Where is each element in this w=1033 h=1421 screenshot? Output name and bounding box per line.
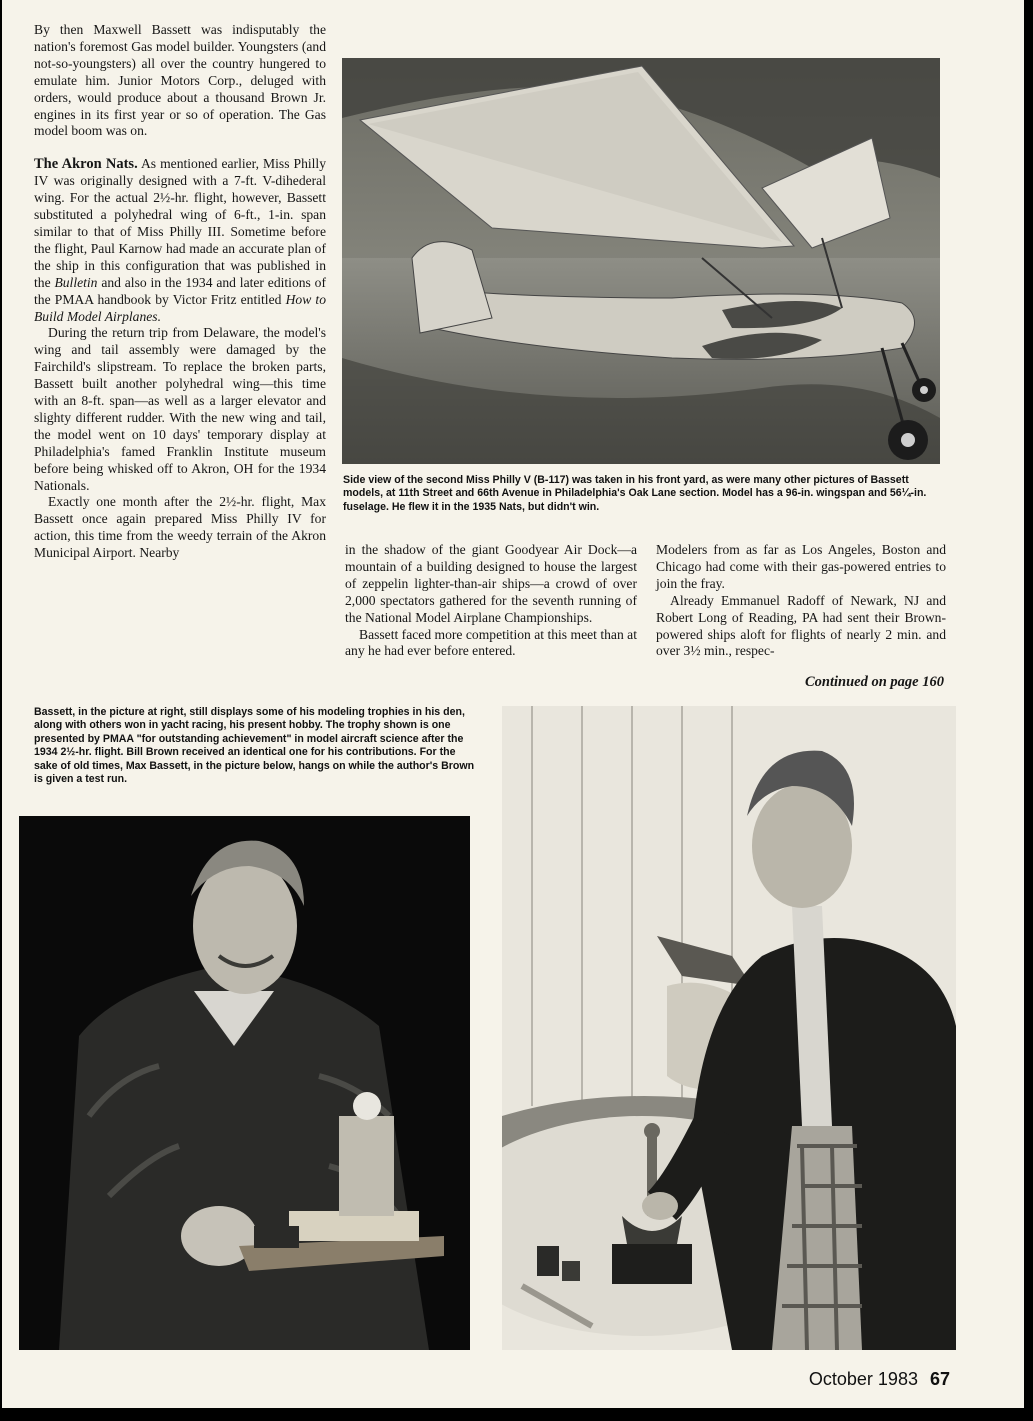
airplane-caption: Side view of the second Miss Philly V (B-117) was taken in his front yard, as were many other pictures of Bassett models, at 11th Street and 66th Avenue in Philadelphia's Oak Lane section. Model has a 96-in. wingspan and 56¼-in. fuselage. He flew it in the 1935 Nats, but didn't win. <box>343 474 927 513</box>
page-number: 67 <box>929 1369 950 1389</box>
bassett-engine-photo <box>19 816 470 1350</box>
magazine-page <box>2 0 1024 1408</box>
body-paragraph: in the shadow of the giant Goodyear Air Dock—a mountain of a building designed to house the largest of zeppelin lighter-than-air ships—a crowd of over 2,000 spectators gathered for the seventh running of the National Model Airplane Championships. <box>345 542 637 625</box>
intro-paragraph: By then Maxwell Bassett was indisputably the nation's foremost Gas model builder. Youngsters (and not-so-youngsters) all over the country hungered to emulate him. Junior Motors Corp., deluged with orders, would produce about a thousand Brown Jr. engines in its first year or so of operation. The Gas model boom was on. <box>34 22 326 139</box>
section-heading: The Akron Nats. <box>34 156 138 173</box>
book-title: How to Build Model Airplanes. <box>34 291 326 324</box>
bassett-engine-image <box>19 816 470 1350</box>
body-paragraph: Modelers from as far as Los Angeles, Boston and Chicago had come with their gas-powered entries to join the fray. <box>656 542 946 591</box>
body-paragraph: Exactly one month after the 2½-hr. flight, Max Bassett once again prepared Miss Philly IV for action, this time from the weedy terrain of the Akron Municipal Airport. Nearby <box>34 494 326 561</box>
akron-nats-paragraph: The Akron Nats. As mentioned earlier, Miss Philly IV was originally designed with a 7-ft. V-dihederal wing. For the actual 2½-hr. flight, however, Bassett substituted a polyhedral wing of 6-ft., 1-in. span similar to that of Miss Philly III. Sometime before the flight, Paul Karnow had made an accurate plan of the ship in this configuration that was published in the Bulletin and also in the 1934 and later editions of the PMAA handbook by Victor Fritz entitled How to Build Model Airplanes. <box>34 156 326 324</box>
page-folio <box>702 1369 950 1390</box>
body-paragraph: Already Emmanuel Radoff of Newark, NJ and Robert Long of Reading, PA had sent their Brown-powered ships aloft for flights of nearly 2 min. and over 3½ min., respec- <box>656 592 946 659</box>
issue-date: October 1983 <box>808 1369 918 1389</box>
bulletin-title: Bulletin <box>54 274 98 290</box>
article-column-3 <box>656 542 946 660</box>
trophy-caption: Bassett, in the picture at right, still displays some of his modeling trophies in his den, along with others won in yacht racing, his present hobby. The trophy shown is one presented by PMAA "for outstanding achievement" in model aircraft science after the 1934 2½-hr. flight. Bill Brown received an identical one for his contributions. For the sake of old times, Max Bassett, in the picture below, hangs on while the author's Brown is given a test run. <box>34 706 475 786</box>
article-column-2 <box>345 542 637 660</box>
bassett-trophy-photo <box>502 706 956 1350</box>
airplane-image <box>342 58 940 464</box>
airplane-photo <box>342 58 940 464</box>
bassett-trophy-image <box>502 706 956 1350</box>
continued-jump-line: Continued on page 160 <box>805 674 944 690</box>
article-column-1 <box>34 22 326 562</box>
body-paragraph: Bassett faced more competition at this meet than at any he had ever before entered. <box>345 626 637 659</box>
body-paragraph: During the return trip from Delaware, the model's wing and tail assembly were damaged by the Fairchild's slipstream. To replace the broken parts, Bassett built another polyhedral wing—this time with an 8-ft. span—as well as a larger elevator and slighty different rudder. With the new wing and tail, the model went on 10 days' temporary display at Philadelphia's famed Franklin Institute museum before being whisked off to Akron, OH for the 1934 Nationals. <box>34 325 326 493</box>
